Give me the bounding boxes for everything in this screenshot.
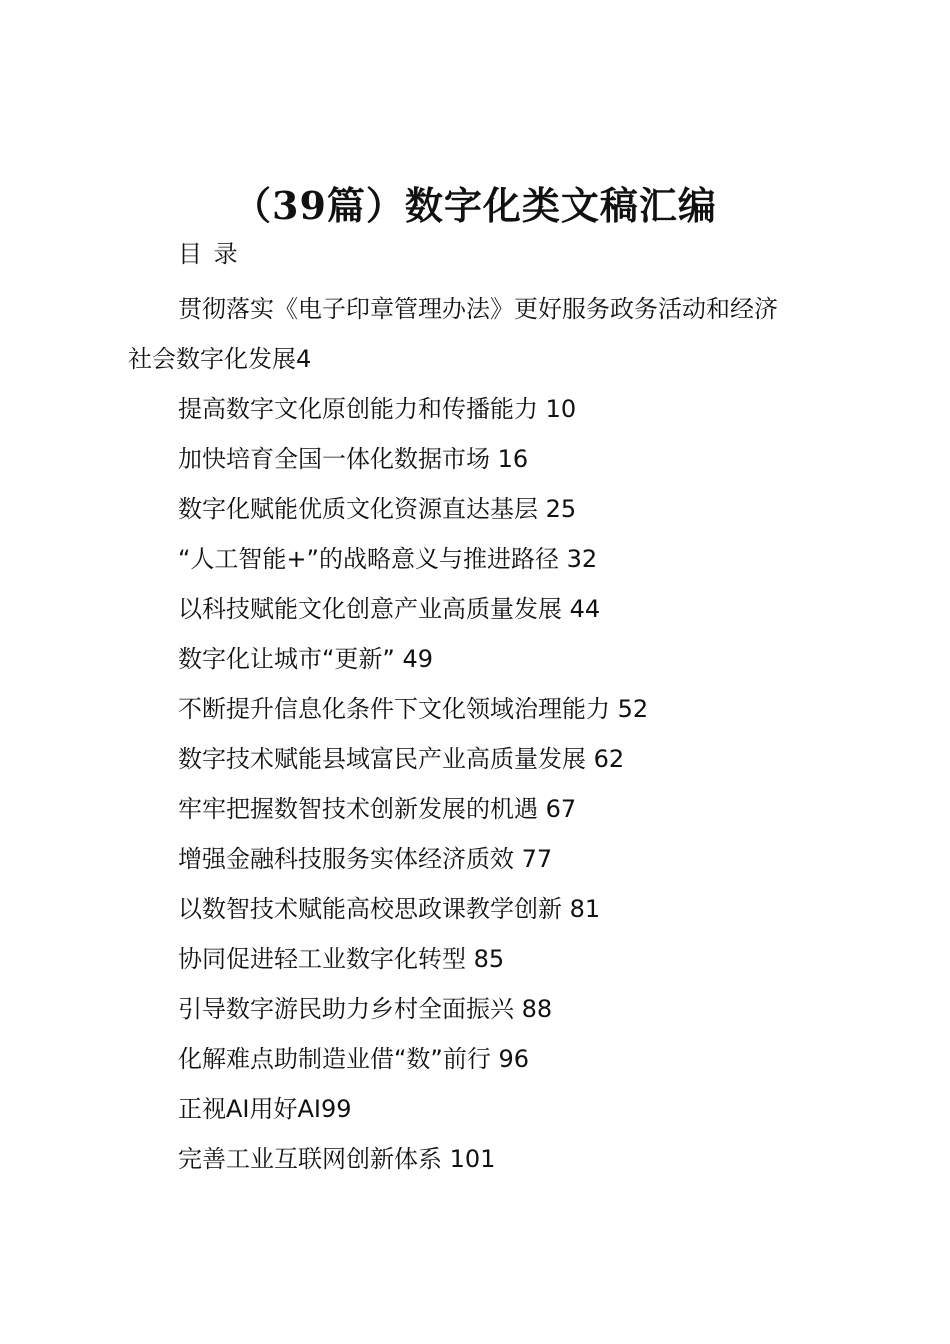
toc-heading: 目 录 [178,240,240,268]
toc-entry-page: 25 [545,495,577,523]
toc-entry-text: 协同促进轻工业数字化转型 [178,945,466,973]
table-of-contents [0,284,950,1184]
toc-entry-text: 数字化让城市“更新” [178,645,395,673]
toc-entry[interactable] [0,734,950,784]
toc-entry-page: 49 [402,645,434,673]
toc-entry-page: 62 [593,745,625,773]
toc-entry[interactable] [0,1084,950,1134]
toc-entry[interactable] [0,484,950,534]
toc-entry[interactable] [0,684,950,734]
toc-entry-text: 社会数字化发展 [128,345,296,373]
toc-entry[interactable] [0,1034,950,1084]
toc-entry-page: 4 [296,345,312,373]
toc-entry-page: 67 [545,795,577,823]
toc-entry[interactable] [0,434,950,484]
toc-entry[interactable] [0,834,950,884]
toc-entry-text: 牢牢把握数智技术创新发展的机遇 [178,795,538,823]
toc-entry[interactable] [0,984,950,1034]
toc-entry-text: 加快培育全国一体化数据市场 [178,445,490,473]
toc-entry[interactable] [0,584,950,634]
toc-entry-text: 以科技赋能文化创意产业高质量发展 [178,595,562,623]
document-title: （39篇）数字化类文稿汇编 [233,183,717,228]
toc-entry[interactable] [0,784,950,834]
toc-entry-page: 44 [569,595,601,623]
toc-entry[interactable] [0,284,950,384]
toc-entry-page: 88 [521,995,553,1023]
toc-entry-text: 化解难点助制造业借“数”前行 [178,1045,491,1073]
toc-entry[interactable] [0,384,950,434]
toc-entry[interactable] [0,634,950,684]
toc-entry-page: 32 [566,545,598,573]
toc-entry-text: 数字技术赋能县域富民产业高质量发展 [178,745,586,773]
toc-entry[interactable] [0,1134,950,1184]
toc-entry-text: 正视AI用好AI [178,1095,321,1123]
toc-entry-text: 不断提升信息化条件下文化领域治理能力 [178,695,610,723]
toc-entry-text: 提高数字文化原创能力和传播能力 [178,395,538,423]
toc-entry-page: 10 [545,395,577,423]
toc-entry-text: 增强金融科技服务实体经济质效 [178,845,514,873]
toc-entry[interactable] [0,534,950,584]
toc-entry-text: 数字化赋能优质文化资源直达基层 [178,495,538,523]
toc-entry-page: 101 [449,1145,496,1173]
toc-entry-page: 16 [497,445,529,473]
toc-entry-page: 52 [617,695,649,723]
toc-entry-text: “人工智能+”的战略意义与推进路径 [178,545,559,573]
toc-entry-page: 77 [521,845,553,873]
toc-entry-text: 贯彻落实《电子印章管理办法》更好服务政务活动和经济 [178,295,778,323]
toc-entry-text: 引导数字游民助力乡村全面振兴 [178,995,514,1023]
toc-entry-page: 85 [473,945,505,973]
toc-entry-text: 以数智技术赋能高校思政课教学创新 [178,895,562,923]
toc-entry-page: 96 [498,1045,530,1073]
toc-entry[interactable] [0,934,950,984]
toc-entry[interactable] [0,884,950,934]
toc-entry-text: 完善工业互联网创新体系 [178,1145,442,1173]
toc-entry-page: 81 [569,895,601,923]
toc-entry-line2 [0,334,950,384]
toc-entry-page: 99 [321,1095,352,1123]
